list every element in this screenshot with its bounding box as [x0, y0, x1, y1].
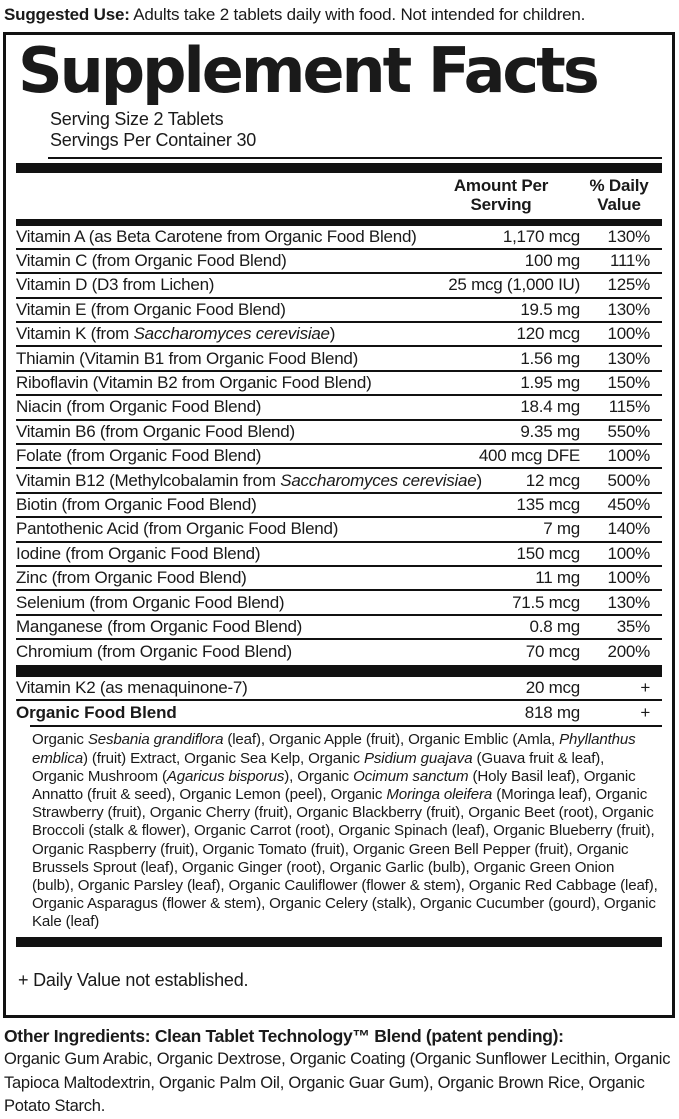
nutrient-amount: 1,170 mcg [502, 226, 580, 246]
nutrient-daily-value: 130% [607, 348, 650, 368]
nutrient-daily-value: 550% [607, 421, 650, 441]
nutrient-name: Thiamin (Vitamin B1 from Organic Food Blend) [16, 348, 359, 368]
nutrient-row [16, 299, 662, 323]
nutrient-row [16, 396, 662, 420]
other-ingredients-text: Organic Gum Arabic, Organic Dextrose, Organic Coating (Organic Sunflower Lecithin, Organic Tapioca Maltodextrin, Organic Palm Oil, Organic Guar Gum), Organic Brown Rice, Organic Potato Starch. [4, 1050, 671, 1116]
nutrient-amount: 9.35 mg [520, 421, 580, 441]
organic-food-blend-rule [30, 725, 662, 727]
footnote-top-bar [16, 937, 662, 947]
other-ingredients-label: Other Ingredients: Clean Tablet Technology™ Blend (patent pending): [4, 1025, 564, 1046]
nutrient-daily-value: + [640, 703, 650, 723]
nutrient-amount: 7 mg [543, 519, 580, 539]
panel-title: Supplement Facts [18, 34, 597, 107]
nutrient-row [16, 677, 662, 701]
header-top-bar [16, 163, 662, 173]
nutrient-amount: 18.4 mg [520, 397, 580, 417]
suggested-use-text: Adults take 2 tablets daily with food. Not intended for children. [133, 5, 586, 24]
column-header-row [16, 173, 662, 219]
nutrient-name: Niacin (from Organic Food Blend) [16, 397, 262, 417]
nutrient-name: Vitamin E (from Organic Food Blend) [16, 299, 286, 319]
nutrient-name: Zinc (from Organic Food Blend) [16, 568, 247, 588]
amount-per-serving-header [426, 176, 576, 214]
suggested-use-line [4, 4, 677, 26]
nutrient-daily-value: + [640, 677, 650, 697]
nutrient-name: Manganese (from Organic Food Blend) [16, 616, 303, 636]
nutrient-daily-value: 100% [607, 324, 650, 344]
nutrient-row [16, 494, 662, 518]
amount-header-line1: Amount Per [453, 175, 549, 195]
nutrient-name: Folate (from Organic Food Blend) [16, 446, 262, 466]
dv-header-line2: Value [597, 194, 641, 214]
header-bottom-bar [16, 219, 662, 226]
nutrient-amount: 400 mcg DFE [478, 446, 580, 466]
nutrient-daily-value: 35% [616, 616, 650, 636]
nutrient-amount: 70 mcg [525, 642, 580, 662]
nutrient-amount: 120 mcg [516, 324, 580, 344]
nutrient-row [16, 445, 662, 469]
serving-divider-rule [48, 157, 662, 159]
dv-header-line1: % Daily [589, 175, 649, 195]
nutrient-name: Vitamin B6 (from Organic Food Blend) [16, 421, 295, 441]
nutrient-amount: 71.5 mcg [512, 592, 580, 612]
nutrient-row [16, 591, 662, 615]
nutrient-amount: 19.5 mg [520, 299, 580, 319]
nutrient-daily-value: 100% [607, 446, 650, 466]
nutrient-daily-value: 125% [607, 275, 650, 295]
nutrient-name: Vitamin D (D3 from Lichen) [16, 275, 215, 295]
nutrient-daily-value: 130% [607, 226, 650, 246]
servings-per-container-line: Servings Per Container 30 [50, 129, 257, 150]
daily-value-footnote: + Daily Value not established. [18, 969, 249, 990]
nutrient-name: Iodine (from Organic Food Blend) [16, 543, 261, 563]
nutrient-daily-value: 130% [607, 592, 650, 612]
nutrient-daily-value: 100% [607, 543, 650, 563]
amount-header-line2: Serving [470, 194, 532, 214]
nutrient-name: Vitamin A (as Beta Carotene from Organic Food Blend) [16, 226, 417, 246]
nutrient-daily-value: 111% [610, 251, 650, 271]
nutrient-name: Selenium (from Organic Food Blend) [16, 592, 285, 612]
nutrient-rows [16, 226, 662, 665]
nutrient-row [16, 250, 662, 274]
nutrient-amount: 1.95 mg [520, 373, 580, 393]
nutrient-amount: 1.56 mg [520, 348, 580, 368]
nutrient-name: Vitamin K2 (as menaquinone-7) [16, 677, 248, 697]
nutrient-row [16, 421, 662, 445]
nutrient-daily-value: 115% [608, 397, 650, 417]
organic-food-blend-ingredients: Organic Sesbania grandiflora (leaf), Organic Apple (fruit), Organic Emblic (Amla, Phyllanthus emblica) (fruit) Extract, Organic Sea Kelp, Organic Psidium guajava (Guava fruit & leaf), Organic Mushroom (Agaricus bisporus), Organic Ocimum sanctum (Holy Basil leaf), Organic Annatto (fruit & seed), Organic Lemon (peel), Organic Moringa oleifera (Moringa leaf), Organic Strawberry (fruit), Organic Cherry (fruit), Organic Blackberry (fruit), Organic Beet (root), Organic Broccoli (stalk & flower), Organic Carrot (root), Organic Spinach (leaf), Organic Blueberry (fruit), Organic Raspberry (fruit), Organic Tomato (fruit), Organic Green Bell Pepper (fruit), Organic Brussels Sprout (leaf), Organic Ginger (root), Organic Garlic (bulb), Organic Green Onion (bulb), Organic Parsley (leaf), Organic Cauliflower (flower & stem), Organic Red Cabbage (leaf), Organic Asparagus (flower & stem), Organic Celery (stalk), Organic Cucumber (gourd), Organic Kale (leaf) [32, 731, 658, 931]
nutrient-row [16, 518, 662, 542]
nutrient-amount: 0.8 mg [529, 616, 580, 636]
nutrient-row [16, 274, 662, 298]
serving-size-line: Serving Size 2 Tablets [50, 109, 224, 129]
nutrient-amount: 818 mg [524, 703, 580, 723]
nutrient-amount: 12 mcg [525, 470, 580, 490]
nutrient-row [16, 640, 662, 664]
nutrient-row [16, 567, 662, 591]
nutrient-amount: 135 mcg [516, 494, 580, 514]
nutrient-name: Pantothenic Acid (from Organic Food Blend) [16, 519, 339, 539]
other-ingredients-section [4, 1025, 677, 1119]
nutrient-amount: 150 mcg [516, 543, 580, 563]
nutrient-name: Organic Food Blend [16, 703, 177, 723]
nutrient-daily-value: 450% [607, 494, 650, 514]
nutrient-daily-value: 500% [607, 470, 650, 490]
nutrient-name: Vitamin B12 (Methylcobalamin from Saccharomyces cerevisiae) [16, 470, 482, 490]
nutrient-daily-value: 140% [607, 519, 650, 539]
nutrient-row [16, 323, 662, 347]
nutrient-row [16, 469, 662, 493]
nutrient-row [16, 372, 662, 396]
nutrient-amount: 20 mcg [525, 677, 580, 697]
nutrient-name: Vitamin K (from Saccharomyces cerevisiae) [16, 324, 336, 344]
daily-value-header [576, 176, 662, 214]
nutrient-amount: 100 mg [524, 251, 580, 271]
nutrient-daily-value: 130% [607, 299, 650, 319]
nutrient-row [16, 616, 662, 640]
nutrient-row [16, 701, 662, 725]
nutrient-daily-value: 200% [607, 642, 650, 662]
nutrient-name: Chromium (from Organic Food Blend) [16, 642, 292, 662]
nutrient-name: Vitamin C (from Organic Food Blend) [16, 251, 287, 271]
nutrient-amount: 25 mcg (1,000 IU) [448, 275, 580, 295]
nutrient-row [16, 543, 662, 567]
nutrient-name: Biotin (from Organic Food Blend) [16, 494, 257, 514]
nutrient-amount: 11 mg [535, 568, 580, 588]
unestablished-dv-rows [16, 677, 662, 726]
nutrient-row [16, 226, 662, 250]
nutrient-name: Riboflavin (Vitamin B2 from Organic Food Blend) [16, 373, 372, 393]
suggested-use-label: Suggested Use: [4, 5, 130, 24]
supplement-facts-panel [3, 32, 675, 1018]
minerals-section-end-bar [16, 665, 662, 677]
nutrient-daily-value: 150% [607, 373, 650, 393]
nutrient-daily-value: 100% [607, 568, 650, 588]
nutrient-row [16, 347, 662, 371]
